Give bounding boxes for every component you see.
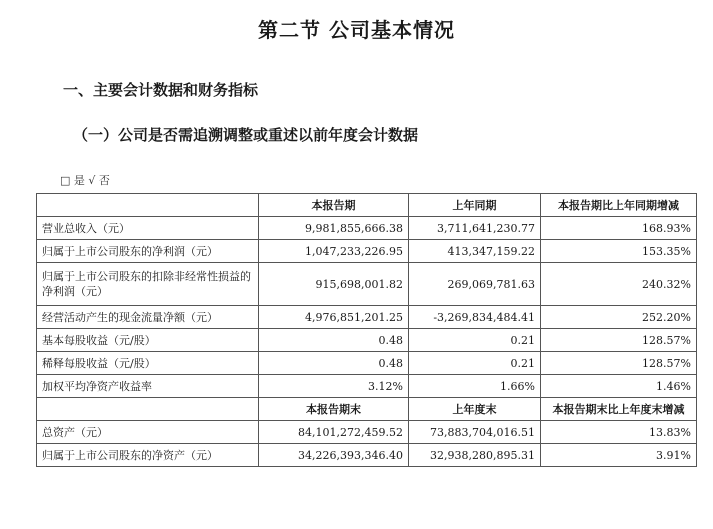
table-row (37, 240, 697, 263)
header-blank (37, 194, 259, 217)
prior-value: 1.66% (409, 375, 541, 398)
header-prior: 上年同期 (409, 194, 541, 217)
current-value: 4,976,851,201.25 (259, 306, 409, 329)
current-value: 9,981,855,666.38 (259, 217, 409, 240)
prior-value: 0.21 (409, 352, 541, 375)
table-row (37, 263, 697, 306)
table-header-row (37, 398, 697, 421)
current-value: 0.48 (259, 352, 409, 375)
prior-value: 3,711,641,230.77 (409, 217, 541, 240)
restatement-choice: □ 是 √ 否 (60, 174, 110, 187)
table-row (37, 444, 697, 467)
row-label: 经营活动产生的现金流量净额（元） (37, 306, 259, 329)
row-label: 加权平均净资产收益率 (37, 375, 259, 398)
prior-value: 413,347,159.22 (409, 240, 541, 263)
table-row (37, 375, 697, 398)
current-value: 0.48 (259, 329, 409, 352)
row-label: 归属于上市公司股东的净资产（元） (37, 444, 259, 467)
header-blank (37, 398, 259, 421)
change-value: 1.46% (541, 375, 697, 398)
section-heading: 一、主要会计数据和财务指标 (63, 81, 259, 99)
row-label: 总资产（元） (37, 421, 259, 444)
page-title: 第二节 公司基本情况 (258, 18, 455, 42)
header-current-end: 本报告期末 (259, 398, 409, 421)
row-label: 基本每股收益（元/股） (37, 329, 259, 352)
current-value: 3.12% (259, 375, 409, 398)
header-prior-end: 上年度末 (409, 398, 541, 421)
financial-data-table (36, 193, 697, 467)
row-label: 稀释每股收益（元/股） (37, 352, 259, 375)
prior-value: 73,883,704,016.51 (409, 421, 541, 444)
change-value: 168.93% (541, 217, 697, 240)
change-value: 252.20% (541, 306, 697, 329)
current-value: 915,698,001.82 (259, 263, 409, 306)
current-value: 34,226,393,346.40 (259, 444, 409, 467)
table-row (37, 421, 697, 444)
change-value: 3.91% (541, 444, 697, 467)
row-label: 营业总收入（元） (37, 217, 259, 240)
change-value: 240.32% (541, 263, 697, 306)
table-row (37, 306, 697, 329)
change-value: 13.83% (541, 421, 697, 444)
current-value: 1,047,233,226.95 (259, 240, 409, 263)
subsection-heading: （一）公司是否需追溯调整或重述以前年度会计数据 (73, 126, 419, 144)
prior-value: -3,269,834,484.41 (409, 306, 541, 329)
change-value: 128.57% (541, 329, 697, 352)
prior-value: 269,069,781.63 (409, 263, 541, 306)
change-value: 128.57% (541, 352, 697, 375)
row-label: 归属于上市公司股东的扣除非经常性损益的净利润（元） (37, 263, 259, 306)
row-label: 归属于上市公司股东的净利润（元） (37, 240, 259, 263)
change-value: 153.35% (541, 240, 697, 263)
table-row (37, 329, 697, 352)
current-value: 84,101,272,459.52 (259, 421, 409, 444)
header-current: 本报告期 (259, 194, 409, 217)
header-change: 本报告期比上年同期增减 (541, 194, 697, 217)
prior-value: 0.21 (409, 329, 541, 352)
table-header-row (37, 194, 697, 217)
table-row (37, 217, 697, 240)
prior-value: 32,938,280,895.31 (409, 444, 541, 467)
table-row (37, 352, 697, 375)
header-change-end: 本报告期末比上年度末增减 (541, 398, 697, 421)
